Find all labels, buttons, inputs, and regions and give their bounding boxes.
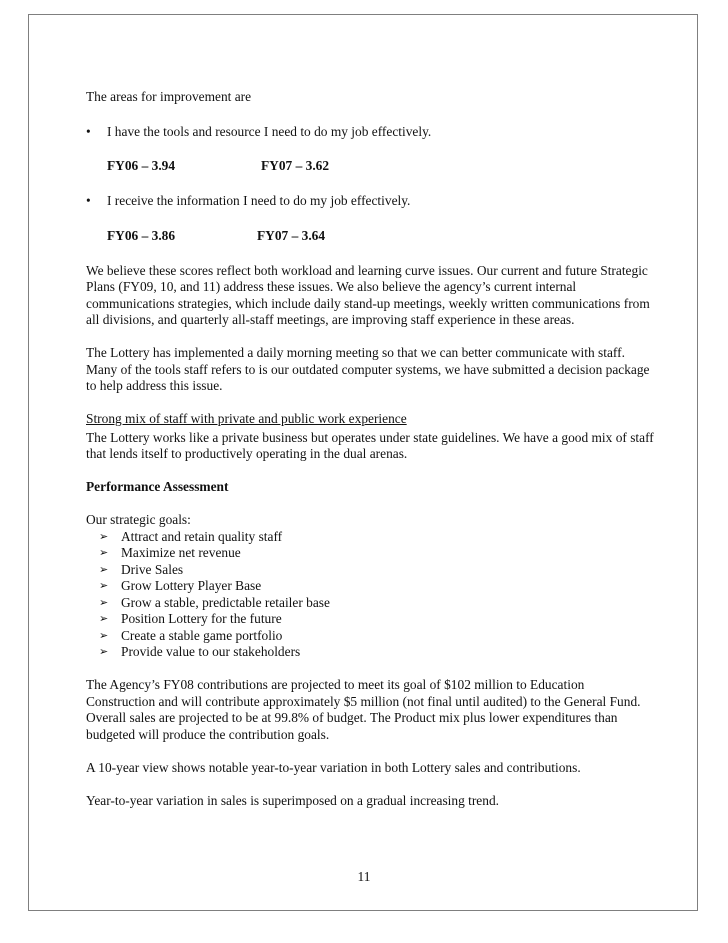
arrow-bullet-icon: ➢ [99,629,109,642]
bullet-icon: • [86,193,91,208]
paragraph-contributions: The Agency’s FY08 contributions are projected to meet its goal of $102 million to Education Construction and will contribute approximately $5 million (not final until audited) to the General Fund. Overall sales are projected to be at 99.8% of budget. The Product mix plus lower expenditures than budgeted will produce the contribution goals. [86,677,641,742]
score-fy06: FY06 – 3.94 [107,158,176,173]
paragraph-scores: We believe these scores reflect both workload and learning curve issues. Our current and future Strategic Plans (FY09, 10, and 11) address these issues. We also believe the agency’s current internal communications strategies, which include daily stand-up meetings, weekly written communications from all divisions, and quarterly all-staff meetings, are improving staff experience in these areas. [86,262,650,327]
bullet-icon: • [86,123,91,139]
arrow-bullet-icon: ➢ [99,646,109,658]
score-fy06: FY06 – 3.86 [107,227,176,243]
performance-heading: Performance Assessment [86,479,229,494]
improvement-item-1 [86,124,656,141]
arrow-bullet-icon: ➢ [99,563,109,576]
paragraph-staff-mix: The Lottery works like a private business but operates under state guidelines. We have a good mix of staff that lends itself to productively operating in the dual arenas. [86,429,654,461]
score-row-1 [107,158,656,175]
arrow-bullet-icon: ➢ [99,580,109,592]
paragraph-ten-year-view: A 10-year view shows notable year-to-year variation in both Lottery sales and contributions. [86,759,581,775]
intro-text: The areas for improvement are [86,89,252,104]
staff-mix-heading: Strong mix of staff with private and public work experience [86,411,407,426]
list-item: ➢ Provide value to our stakeholders [99,644,301,659]
list-item: ➢ Grow a stable, predictable retailer base [99,594,330,610]
goals-list [86,529,656,661]
improvement-text: I receive the information I need to do my job effectively. [107,193,411,208]
improvement-text: I have the tools and resource I need to do my job effectively. [107,123,432,139]
arrow-bullet-icon: ➢ [99,596,109,609]
document-body [86,89,656,826]
score-fy07: FY07 – 3.62 [261,158,330,173]
score-fy07: FY07 – 3.64 [257,227,326,243]
improvement-item-2 [86,193,656,210]
goals-label: Our strategic goals: [86,512,191,527]
arrow-bullet-icon: ➢ [99,547,109,559]
arrow-bullet-icon: ➢ [99,613,109,625]
list-item: ➢ Drive Sales [99,561,184,577]
list-item: ➢ Create a stable game portfolio [99,627,283,643]
score-row-2 [107,228,656,245]
arrow-bullet-icon: ➢ [99,530,109,543]
list-item: ➢ Grow Lottery Player Base [99,578,262,593]
list-item: ➢ Maximize net revenue [99,545,241,560]
paragraph-sales-trend: Year-to-year variation in sales is superimposed on a gradual increasing trend. [86,792,499,808]
list-item: ➢ Attract and retain quality staff [99,528,283,544]
page-number: 11 [357,869,371,884]
list-item: ➢ Position Lottery for the future [99,611,282,626]
paragraph-morning-meeting: The Lottery has implemented a daily morning meeting so that we can better communicate with staff. Many of the tools staff refers to is our outdated computer systems, we have submitted a decision package to help address this issue. [86,345,650,393]
